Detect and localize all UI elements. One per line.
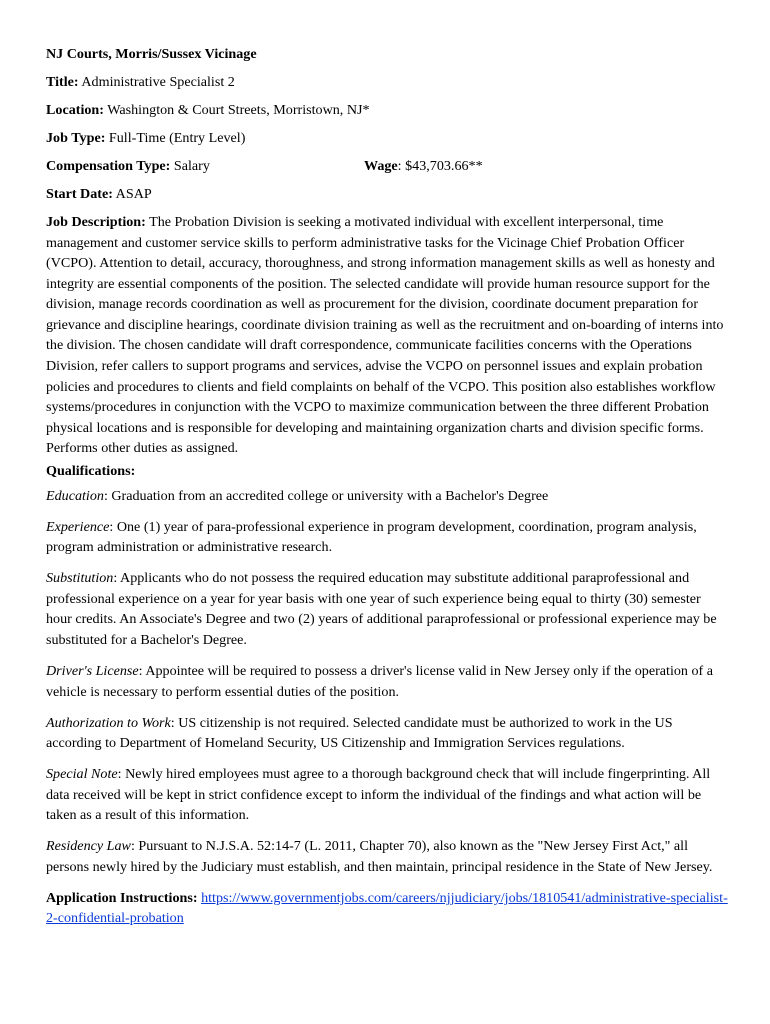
qualifications-heading: Qualifications: xyxy=(46,463,136,480)
title-field xyxy=(46,72,730,93)
special-note-item xyxy=(46,764,730,826)
start-date-value: ASAP xyxy=(115,185,152,202)
job-description-text: The Probation Division is seeking a motivated individual with excellent interpersonal, time management and customer service skills to perform administrative tasks for the Vicinage Chief Probation Officer (VCPO). Attention to detail, accuracy, thoroughness, and strong information management skills as well as honesty and integrity are essential components of the position. The selected candidate will provide human resource support for the division, manage records coordination as well as procurement for the division, coordinate document preparation for grievance and discipline hearings, coordinate division training as well as the recruitment and on-boarding of interns into the division. The chosen candidate will draft correspondence, communicate facilities concerns with the Operations Division, refer callers to support programs and services, advise the VCPO on personnel issues and explain probation policies and procedures to clients and field complaints on behalf of the VCPO. This position also establishes workflow systems/procedures in conjunction with the VCPO to maximize communication between the three different Probation physical locations and is responsible for developing and maintaining organization charts and division specific forms. Performs other duties as assigned. xyxy=(46,213,724,457)
title-label: Title: xyxy=(46,73,79,90)
compensation-row xyxy=(46,156,730,177)
authorization-text: : US citizenship is not required. Selected candidate must be authorized to work in the US according to Department of Homeland Security, US Citizenship and Immigration Services regulations. xyxy=(46,714,673,752)
compensation-value: Salary xyxy=(173,157,210,174)
authorization-item xyxy=(46,713,730,754)
residency-text: : Pursuant to N.J.S.A. 52:14-7 (L. 2011, Chapter 70), also known as the "New Jersey First Act," all persons newly hired by the Judiciary must establish, and then maintain, principal residence in the State of New Jersey. xyxy=(46,838,713,875)
residency-label: Residency Law xyxy=(46,838,131,855)
substitution-text: : Applicants who do not possess the required education may substitute additional paraprofessional and professional experience on a year for year basis with one year of such experience being equal to thirty (30) semester hour credits. An Associate's Degree and two (2) years of additional paraprofessional or professional experience may be substituted for a Bachelor's Degree. xyxy=(46,570,717,648)
drivers-license-text: : Appointee will be required to possess a driver's license valid in New Jersey only if the operation of a vehicle is necessary to perform essential duties of the position. xyxy=(46,662,714,700)
job-type-field xyxy=(46,128,730,149)
residency-item xyxy=(46,836,730,877)
job-description-label: Job Description: xyxy=(46,213,146,230)
title-value: Administrative Specialist 2 xyxy=(81,73,235,90)
wage-value: : $43,703.66** xyxy=(397,157,483,174)
job-description xyxy=(46,212,730,459)
page-title: NJ Courts, Morris/Sussex Vicinage xyxy=(46,46,257,62)
location-value: Washington & Court Streets, Morristown, NJ* xyxy=(107,101,370,118)
start-date-label: Start Date: xyxy=(46,185,113,202)
location-field xyxy=(46,100,730,121)
experience-label: Experience xyxy=(46,518,110,535)
application-link[interactable]: https://www.governmentjobs.com/careers/njjudiciary/jobs/1810541/administrative-specialist-2-confidential-probation xyxy=(46,889,728,927)
drivers-license-item xyxy=(46,661,730,702)
education-label: Education xyxy=(46,487,104,504)
substitution-item xyxy=(46,568,730,650)
wage-field xyxy=(364,156,483,177)
authorization-label: Authorization to Work xyxy=(46,714,171,731)
job-type-value: Full-Time (Entry Level) xyxy=(108,129,246,146)
special-note-text: : Newly hired employees must agree to a thorough background check that will include fingerprinting. All data received will be kept in strict confidence except to inform the individual of the findings and what action will be taken as a result of this information. xyxy=(46,766,711,824)
experience-item xyxy=(46,517,730,558)
experience-text: : One (1) year of para-professional experience in program development, coordination, program analysis, program administration or administrative research. xyxy=(46,518,697,556)
start-date-field xyxy=(46,184,730,205)
compensation-label: Compensation Type: xyxy=(46,157,171,174)
location-label: Location: xyxy=(46,101,104,118)
education-text: : Graduation from an accredited college or university with a Bachelor's Degree xyxy=(103,487,549,504)
application-label: Application Instructions: xyxy=(46,889,198,906)
application-instructions xyxy=(46,888,730,929)
wage-label: Wage xyxy=(364,157,398,174)
job-type-label: Job Type: xyxy=(46,129,106,146)
substitution-label: Substitution xyxy=(46,570,114,587)
drivers-license-label: Driver's License xyxy=(46,662,139,679)
education-item xyxy=(46,486,730,507)
compensation-field xyxy=(46,156,364,177)
special-note-label: Special Note xyxy=(46,766,118,783)
